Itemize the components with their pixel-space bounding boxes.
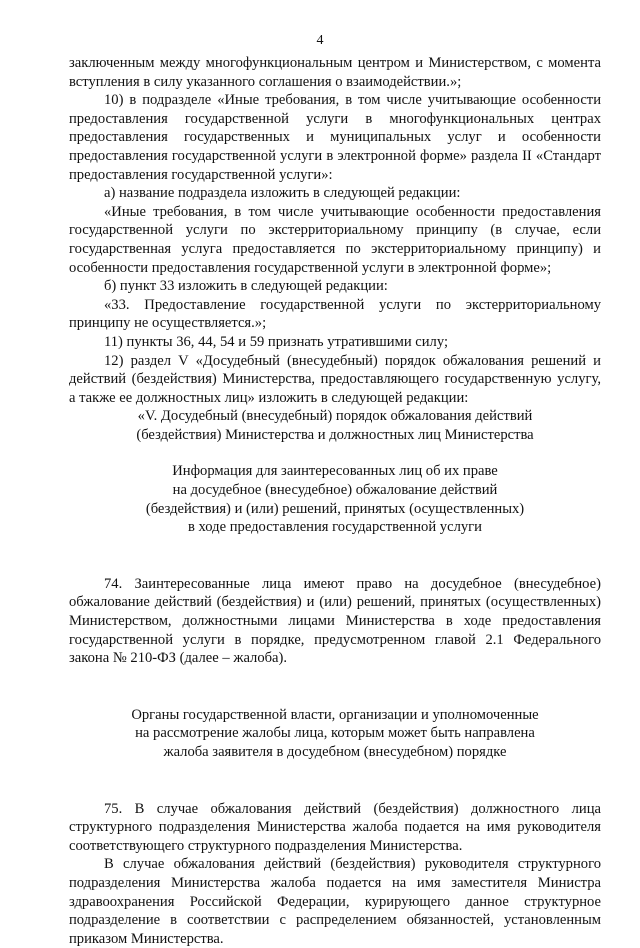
subsection-heading-line: Органы государственной власти, организации и уполномоченные (131, 706, 539, 723)
paragraph: 75. В случае обжалования действий (бездействия) должностного лица структурного подразделения Министерства жалоба подается на имя руководителя соответствующего структурного подразделения Министерства. (69, 800, 601, 854)
paragraph: «33. Предоставление государственной услуги по экстерриториальному принципу не осуществляется.»; (69, 296, 601, 332)
subsection-heading-line: на досудебное (внесудебное) обжалование действий (172, 482, 498, 499)
subsection-heading (69, 706, 601, 762)
section-title-line: «V. Досудебный (внесудебный) порядок обжалования действий (137, 408, 533, 425)
paragraph: 10) в подразделе «Иные требования, в том числе учитывающие особенности предоставления государственной услуги в многофункциональных центрах предоставления государственных и муниципальных услуг и особенности предоставления государственной услуги в электронной форме» раздела II «Стандарт предоставления государственной услуги»: (69, 92, 601, 183)
paragraph: В случае обжалования действий (бездействия) руководителя структурного подразделения Министерства жалоба подается на имя заместителя Министра здравоохранения Российской Федерации, курирующего данное структурное подразделение в соответствии с распределением обязанностей, установленным приказом Министерства. (69, 856, 601, 947)
page-number: 4 (316, 33, 324, 48)
subsection-heading-line: жалоба заявителя в досудебном (внесудебном) порядке (163, 744, 507, 760)
section-title (69, 407, 601, 444)
subsection-heading (69, 462, 601, 536)
subsection-heading-line: Информация для заинтересованных лиц об их праве (172, 463, 498, 480)
paragraph: 12) раздел V «Досудебный (внесудебный) порядок обжалования решений и действий (бездействия) Министерства, предоставляющего государственную услугу, а также ее должностных лиц» изложить в следующей редакции: (69, 352, 601, 406)
subsection-heading-line: на рассмотрение жалобы лица, которым может быть направлена (135, 725, 535, 742)
paragraph: а) название подраздела изложить в следующей редакции: (104, 185, 461, 202)
subsection-heading-line: в ходе предоставления государственной услуги (188, 519, 482, 536)
document-body (69, 54, 601, 948)
section-title-line: (бездействия) Министерства и должностных лиц Министерства (136, 426, 534, 443)
paragraph: 11) пункты 36, 44, 54 и 59 признать утратившими силу; (104, 333, 448, 350)
subsection-heading-line: (бездействия) и (или) решений, принятых (осуществленных) (145, 500, 525, 517)
paragraph: «Иные требования, в том числе учитывающие особенности предоставления государственной услуги по экстерриториальному принципу (в случае, если государственная услуга предоставляется по экстерриториальному принципу) и особенности предоставления государственной услуги в электронной форме»; (69, 203, 601, 276)
paragraph: б) пункт 33 изложить в следующей редакции: (104, 278, 388, 295)
paragraph: 74. Заинтересованные лица имеют право на досудебное (внесудебное) обжалование действий (бездействия) и (или) решений, принятых (осуществленных) Министерством, должностными лицами Министерства в ходе предоставления государственной услуги в порядке, предусмотренном главой 2.1 Федерального закона № 210-ФЗ (далее – жалоба). (69, 575, 601, 667)
paragraph: заключенным между многофункциональным центром и Министерством, с момента вступления в силу указанного соглашения о взаимодействии.»; (69, 55, 601, 90)
